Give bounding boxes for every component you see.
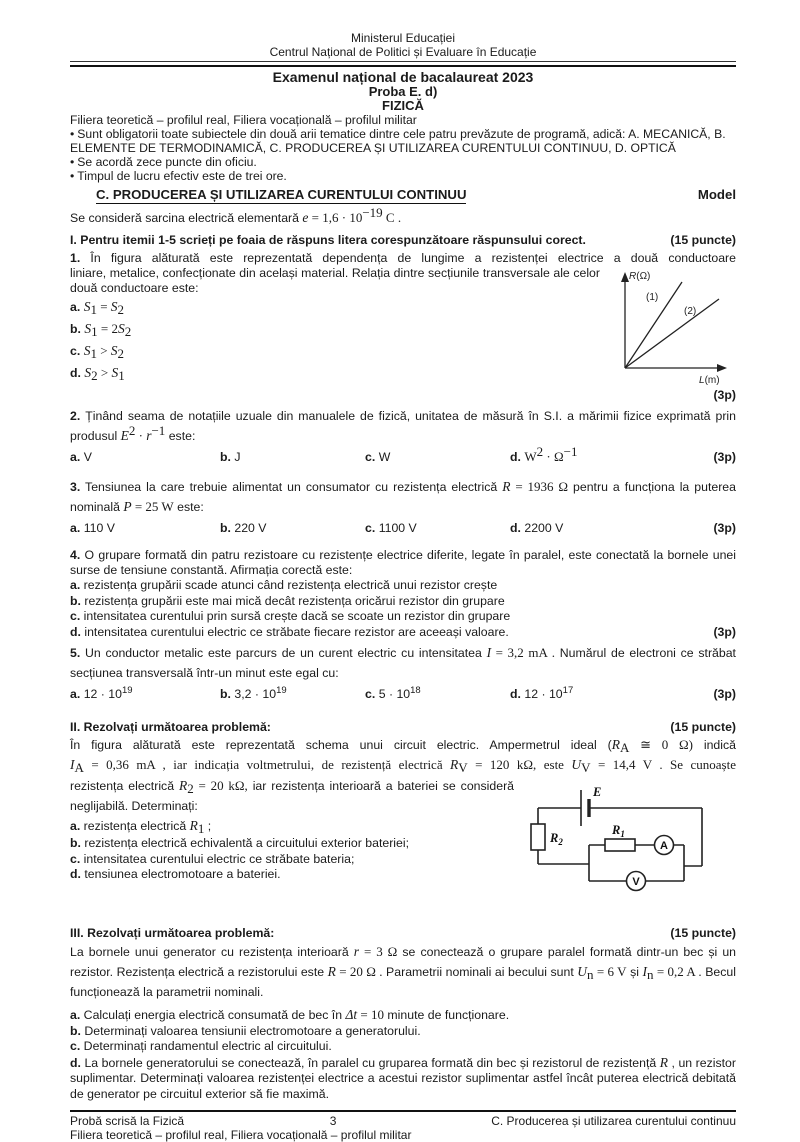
question-1-points: (3p) bbox=[713, 388, 736, 402]
text-run: iar rezistența interioară a bateriei se consideră neglijabilă. Determinați: bbox=[70, 779, 515, 813]
text-run: , un rezistor suplimentar. Determinați valoarea rezistenței electrice a acestui rezistor suplimentar astfel încât puterea electrică debitată de generator pe circuitul exterior să fie maximă. bbox=[70, 1055, 736, 1101]
option-letter: a. bbox=[70, 687, 81, 701]
question-3 bbox=[70, 477, 736, 538]
math-text: = 3 Ω bbox=[359, 944, 398, 959]
math-sup: −1 bbox=[563, 444, 578, 459]
math-text: = 20 kΩ, bbox=[193, 778, 248, 793]
option-d-row bbox=[70, 625, 736, 641]
graph-line-2 bbox=[625, 299, 719, 368]
option-c bbox=[365, 447, 510, 467]
text-run: este: bbox=[165, 429, 196, 443]
text-run: minute de funcționare. bbox=[384, 1008, 510, 1022]
math-sub: 1 bbox=[90, 302, 97, 317]
math-var: S bbox=[84, 321, 92, 336]
math-sub: n bbox=[646, 967, 654, 982]
option-d bbox=[70, 625, 509, 641]
question-4 bbox=[70, 548, 736, 640]
bullet-icon: • bbox=[70, 169, 75, 183]
instruction-text: Sunt obligatorii toate subiectele din două arii tematice dintre cele patru prevăzute de programă, adică: A. MECANICĂ, B. ELEMENTE DE TERMODINAMICĂ, C. PRODUCEREA ȘI UTILIZAREA CURENTULUI CONTINUU, D. OPTICĂ bbox=[70, 127, 726, 155]
text-run: O grupare formată din patru rezistoare cu rezistențe electrice diferite, legate în paralel, este conectată la bornele unei surse de tensiune constantă. Afirmația corectă este: bbox=[70, 548, 736, 577]
math-var: U bbox=[571, 757, 582, 772]
instruction-bullet-1 bbox=[70, 127, 736, 155]
math-sup: 2 bbox=[536, 444, 544, 459]
math-sup: 19 bbox=[276, 685, 287, 696]
center-name: Centrul Național de Politici și Evaluare în Educație bbox=[269, 44, 537, 59]
question-number: 4. bbox=[70, 548, 81, 562]
item-letter: a. bbox=[70, 1008, 81, 1022]
option-c bbox=[365, 518, 510, 538]
math-text: · Ω bbox=[543, 449, 564, 464]
option-text: rezistența grupării este mai mică decât rezistența oricărui rezistor din grupare bbox=[80, 593, 505, 608]
exam-title: Examenul național de bacalaureat 2023 bbox=[272, 69, 534, 85]
math-sub: 1 bbox=[118, 368, 125, 383]
math-text: = 6 V bbox=[593, 964, 627, 979]
y-axis-arrow bbox=[621, 272, 629, 282]
option-letter: a. bbox=[70, 578, 81, 592]
question-2-text bbox=[70, 406, 736, 446]
footer-divider bbox=[70, 1110, 736, 1112]
question-4-points: (3p) bbox=[713, 624, 736, 639]
header-divider bbox=[70, 61, 736, 67]
option-text: 3,2 · 10 bbox=[234, 687, 277, 701]
question-3-text bbox=[70, 477, 736, 517]
option-text: 12 · 10 bbox=[83, 687, 122, 701]
question-number: 1. bbox=[70, 251, 81, 265]
math-sup: 18 bbox=[410, 685, 421, 696]
option-text: J bbox=[234, 450, 241, 464]
math-sub: 1 bbox=[91, 324, 98, 339]
math-var: R bbox=[659, 1054, 668, 1070]
text-run: intensitatea curentului electric ce străbate bateria; bbox=[80, 851, 355, 866]
math-var: I bbox=[642, 964, 647, 979]
math-sub: 2 bbox=[91, 368, 98, 383]
option-text: 2200 V bbox=[524, 521, 564, 535]
math-var: R bbox=[502, 479, 511, 494]
option-letter: c. bbox=[70, 609, 81, 623]
math-text: = 2 bbox=[97, 321, 118, 336]
math-text: C . bbox=[382, 210, 402, 225]
org-header bbox=[70, 32, 736, 59]
text-run: La bornele unui generator cu rezistența interioară bbox=[70, 945, 354, 959]
math-sub: A bbox=[619, 740, 630, 755]
emf-label: E bbox=[593, 785, 602, 799]
part3-items bbox=[70, 1007, 736, 1102]
option-c bbox=[365, 684, 510, 704]
r1-label: $R_1$ bbox=[612, 823, 625, 839]
ammeter-letter: A bbox=[660, 840, 668, 852]
math-sub: 1 bbox=[90, 346, 97, 361]
option-letter: d. bbox=[510, 687, 521, 701]
question-1-text: liniare, metalice, confecționate din același material. Relația dintre secțiunile transversale ale celor două conductoare este: bbox=[70, 266, 600, 295]
math-sub: 2 bbox=[117, 346, 125, 361]
option-letter: b. bbox=[70, 593, 81, 608]
question-5-text bbox=[70, 643, 736, 683]
text-run: Numărul de electroni ce străbat secțiunea transversală într-un minut este egal cu: bbox=[70, 646, 736, 680]
footer-line1 bbox=[70, 1114, 736, 1128]
option-text: 5 · 10 bbox=[378, 687, 411, 701]
math-var: R bbox=[189, 818, 198, 833]
model-label: Model bbox=[697, 187, 736, 202]
math-text: · bbox=[135, 428, 147, 443]
question-2-points: (3p) bbox=[713, 450, 736, 464]
question-1-line1 bbox=[70, 251, 736, 266]
math-sup: −1 bbox=[151, 423, 166, 438]
math-var: E bbox=[120, 428, 129, 443]
page-footer bbox=[70, 1110, 736, 1142]
part3-title: III. Rezolvați următoarea problemă: bbox=[70, 926, 275, 940]
option-a bbox=[70, 684, 220, 704]
part1-points: (15 puncte) bbox=[670, 233, 736, 247]
section-title: C. PRODUCEREA ȘI UTILIZAREA CURENTULUI CONTINUU bbox=[96, 187, 467, 202]
instruction-text: Timpul de lucru efectiv este de trei ore. bbox=[77, 169, 287, 183]
option-b bbox=[220, 684, 365, 704]
math-text: = 25 W bbox=[131, 499, 174, 514]
option-letter: a. bbox=[70, 521, 81, 535]
part2-body bbox=[70, 735, 736, 912]
math-text: = 10 bbox=[357, 1007, 385, 1022]
question-number: 2. bbox=[70, 409, 81, 423]
text-run: ; bbox=[204, 819, 212, 833]
item-letter: d. bbox=[70, 867, 81, 881]
math-sub: V bbox=[581, 760, 591, 775]
option-b bbox=[220, 518, 365, 538]
option-letter: a. bbox=[70, 300, 81, 314]
subject-label: FIZICĂ bbox=[382, 98, 424, 113]
math-var: S bbox=[117, 321, 125, 336]
intro-line bbox=[70, 205, 736, 228]
math-text: = 20 Ω . bbox=[335, 964, 383, 979]
math-sup: 17 bbox=[562, 685, 574, 696]
footer-filiera: Filiera teoretică – profilul real, Filiera vocațională – profilul militar bbox=[70, 1128, 412, 1142]
math-text: = 3,2 mA . bbox=[491, 645, 556, 660]
math-var: I bbox=[70, 757, 75, 772]
item-letter: b. bbox=[70, 836, 81, 850]
math-text: = 0,2 A . bbox=[653, 964, 702, 979]
part1-heading bbox=[70, 233, 736, 248]
text-run: rezistența electrică echivalentă a circuitului exterior bateriei; bbox=[80, 836, 410, 850]
text-run: indică bbox=[692, 738, 736, 752]
option-letter: b. bbox=[70, 322, 81, 336]
option-text: rezistența grupării scade atunci când rezistența electrică unui rezistor crește bbox=[80, 578, 498, 592]
option-letter: b. bbox=[220, 450, 231, 464]
math-text: ≅ 0 Ω) bbox=[629, 737, 693, 752]
question-4-text bbox=[70, 548, 736, 578]
math-var: r bbox=[353, 944, 360, 959]
instruction-text: Se acordă zece puncte din oficiu. bbox=[77, 155, 257, 169]
r2-label: $R_2$ bbox=[550, 831, 563, 847]
math-sub: 1 bbox=[197, 821, 205, 836]
part1-title: I. Pentru itemii 1-5 scrieți pe foaia de răspuns litera corespunzătoare răspunsului corect. bbox=[70, 233, 586, 247]
question-2-options bbox=[70, 444, 736, 467]
ministry-name: Ministerul Educației bbox=[350, 31, 456, 45]
circuit-diagram bbox=[524, 778, 736, 910]
voltmeter-letter: V bbox=[632, 876, 640, 888]
part2-heading bbox=[70, 720, 736, 735]
math-var: U bbox=[577, 964, 588, 979]
item-letter: b. bbox=[70, 1023, 81, 1038]
math-var: R bbox=[327, 964, 336, 979]
math-var: P bbox=[123, 499, 132, 514]
text-run: Determinați valoarea tensiunii electromotoare a generatorului. bbox=[80, 1023, 421, 1038]
math-var: S bbox=[110, 343, 118, 358]
part3-item-b bbox=[70, 1024, 736, 1040]
part3-item-c bbox=[70, 1039, 736, 1055]
option-text: intensitatea curentului prin sursă crește dacă se scoate un rezistor din grupare bbox=[80, 609, 511, 623]
option-letter: d. bbox=[510, 521, 521, 535]
math-text: = bbox=[96, 299, 111, 314]
text-run: rezistența electrică bbox=[80, 819, 190, 833]
math-var: S bbox=[111, 365, 119, 380]
text-run: este: bbox=[173, 500, 204, 514]
resistor-r1-symbol bbox=[605, 839, 635, 851]
math-sub: A bbox=[74, 760, 84, 775]
part3-item-a bbox=[70, 1007, 736, 1024]
text-run: Ținând seama de notațiile uzuale din manualele de fizică, unitatea de măsură în S.I. a mărimii fizice exprimată prin produsul bbox=[70, 409, 736, 443]
proba-label: Proba E. d) bbox=[368, 84, 438, 99]
option-letter: a. bbox=[70, 450, 81, 464]
text-run: pentru a funcționa la puterea nominală bbox=[70, 480, 736, 514]
text-run: Calculați energia electrică consumată de bec în bbox=[80, 1008, 346, 1022]
part3-body bbox=[70, 942, 736, 1102]
option-text: 1100 V bbox=[378, 521, 417, 535]
math-sub: n bbox=[587, 967, 594, 982]
title-block bbox=[70, 70, 736, 113]
text-run: tensiunea electromotoare a bateriei. bbox=[80, 867, 281, 881]
part3-item-d bbox=[70, 1055, 736, 1103]
option-c bbox=[70, 609, 736, 625]
item-letter: a. bbox=[70, 819, 81, 833]
math-sub: V bbox=[458, 760, 468, 775]
math-var: Δt bbox=[345, 1007, 358, 1022]
part3-points: (15 puncte) bbox=[670, 926, 736, 940]
question-number: 3. bbox=[70, 480, 81, 494]
text-run: Determinați randamentul electric al circuitului. bbox=[80, 1039, 332, 1053]
footer-line2 bbox=[70, 1128, 736, 1142]
instruction-bullet-3 bbox=[70, 169, 736, 183]
math-text: > bbox=[96, 343, 111, 358]
math-var: S bbox=[84, 365, 92, 380]
page-number: 3 bbox=[329, 1114, 337, 1128]
option-letter: c. bbox=[365, 521, 376, 535]
math-text: W bbox=[524, 449, 537, 464]
resistance-vs-length-graph bbox=[608, 266, 736, 386]
question-5-options bbox=[70, 684, 736, 704]
text-run: Un conductor metalic este parcurs de un curent electric cu intensitatea bbox=[80, 646, 487, 660]
y-axis-label: R(Ω) bbox=[629, 271, 651, 282]
part3-heading bbox=[70, 926, 736, 941]
section-heading bbox=[70, 187, 736, 204]
option-letter: d. bbox=[510, 450, 521, 464]
math-sub: 2 bbox=[187, 781, 194, 796]
instruction-bullet-2 bbox=[70, 155, 736, 169]
filiera-line: Filiera teoretică – profilul real, Filiera vocațională – profilul militar bbox=[70, 113, 417, 127]
text-run: La bornele generatorului se conectează, în paralel cu gruparea formată din bec și rezistorul de rezistență bbox=[80, 1055, 660, 1070]
math-var: I bbox=[486, 645, 492, 660]
option-text: V bbox=[83, 450, 92, 464]
math-var: R bbox=[450, 757, 459, 772]
math-sup: −19 bbox=[362, 205, 383, 220]
question-3-options bbox=[70, 518, 736, 538]
part2-points: (15 puncte) bbox=[670, 720, 736, 734]
option-letter: d. bbox=[70, 624, 81, 639]
math-text: = 120 kΩ, este bbox=[467, 757, 572, 772]
option-a bbox=[70, 578, 736, 594]
question-number: 5. bbox=[70, 646, 81, 660]
item-letter: c. bbox=[70, 1039, 81, 1053]
bullet-icon: • bbox=[70, 127, 75, 141]
option-b bbox=[70, 594, 736, 610]
math-var: S bbox=[83, 299, 91, 314]
text-run: Becul funcționează la parametrii nominali. bbox=[70, 965, 736, 999]
option-text: W bbox=[378, 450, 391, 464]
footer-exam-name: Probă scrisă la Fizică bbox=[70, 1114, 185, 1128]
option-d bbox=[510, 444, 713, 467]
math-text: = 1,6 · 10 bbox=[308, 210, 363, 225]
part3-text bbox=[70, 942, 736, 1002]
option-a bbox=[70, 518, 220, 538]
text-run: Parametrii nominali ai becului sunt bbox=[382, 965, 578, 979]
text-run: În figura alăturată este reprezentată schema unui circuit electric. Ampermetrul ideal ( bbox=[70, 738, 612, 752]
option-d bbox=[510, 518, 713, 538]
question-3-points: (3p) bbox=[713, 521, 736, 535]
math-var: r bbox=[146, 428, 152, 443]
option-text: 110 V bbox=[83, 521, 115, 535]
part2-line1 bbox=[70, 735, 736, 755]
footer-section-name: C. Producerea și utilizarea curentului continuu bbox=[491, 1114, 736, 1128]
part2-wrap bbox=[70, 776, 736, 912]
x-axis-arrow bbox=[717, 364, 727, 372]
math-var: S bbox=[83, 343, 91, 358]
line1-label: (1) bbox=[646, 292, 659, 303]
item-letter: c. bbox=[70, 851, 81, 866]
text-run: Tensiunea la care trebuie alimentat un consumator cu rezistența electrică bbox=[80, 480, 503, 494]
option-letter: c. bbox=[365, 687, 376, 701]
math-text: = 0,36 mA , iar indicația voltmetrului, de rezistență electrică bbox=[83, 757, 451, 772]
option-text: 220 V bbox=[234, 521, 267, 535]
math-sub: 2 bbox=[124, 324, 132, 339]
option-text: 12 · 10 bbox=[524, 687, 563, 701]
math-sub: 2 bbox=[117, 302, 125, 317]
math-var: R bbox=[178, 778, 188, 793]
option-letter: b. bbox=[220, 521, 231, 535]
math-sup: 2 bbox=[128, 423, 136, 438]
math-var: S bbox=[110, 299, 118, 314]
math-text: = 1936 Ω bbox=[510, 479, 569, 494]
option-letter: c. bbox=[365, 450, 376, 464]
text-run: și bbox=[626, 965, 643, 979]
option-a bbox=[70, 447, 220, 467]
text-run: se conectează o grupare paralel formată dintr-un bec și un rezistor. Rezistența electrică a rezistorului este bbox=[70, 945, 736, 979]
option-d bbox=[510, 684, 713, 704]
option-text: intensitatea curentului electric ce străbate fiecare rezistor are aceeași valoare. bbox=[80, 624, 509, 639]
math-text: = 14,4 V . Se cunoaște bbox=[590, 757, 736, 772]
item-letter: d. bbox=[70, 1055, 81, 1070]
line2-label: (2) bbox=[684, 306, 697, 317]
part2-line2 bbox=[70, 755, 736, 775]
option-letter: c. bbox=[70, 344, 81, 358]
bullet-icon: • bbox=[70, 155, 75, 169]
math-var: e bbox=[302, 210, 309, 225]
math-text: > bbox=[97, 365, 112, 380]
option-b bbox=[220, 447, 365, 467]
resistor-r2-symbol bbox=[531, 824, 545, 850]
math-var: R bbox=[611, 737, 620, 752]
text-run: Se consideră sarcina electrică elementară bbox=[70, 211, 303, 225]
text-run: rezistența electrică bbox=[70, 779, 179, 793]
text-run: În figura alăturată este reprezentată dependența de lungime a rezistenței electrice a două conductoare bbox=[80, 251, 736, 265]
question-2 bbox=[70, 406, 736, 467]
math-sup: 19 bbox=[121, 685, 133, 696]
question-1-body bbox=[70, 266, 736, 403]
part2-title: II. Rezolvați următoarea problemă: bbox=[70, 720, 271, 734]
option-letter: d. bbox=[70, 366, 81, 380]
x-axis-label: L(m) bbox=[699, 375, 720, 386]
question-5 bbox=[70, 643, 736, 704]
question-1 bbox=[70, 251, 736, 403]
option-letter: b. bbox=[220, 687, 231, 701]
question-5-points: (3p) bbox=[713, 687, 736, 701]
